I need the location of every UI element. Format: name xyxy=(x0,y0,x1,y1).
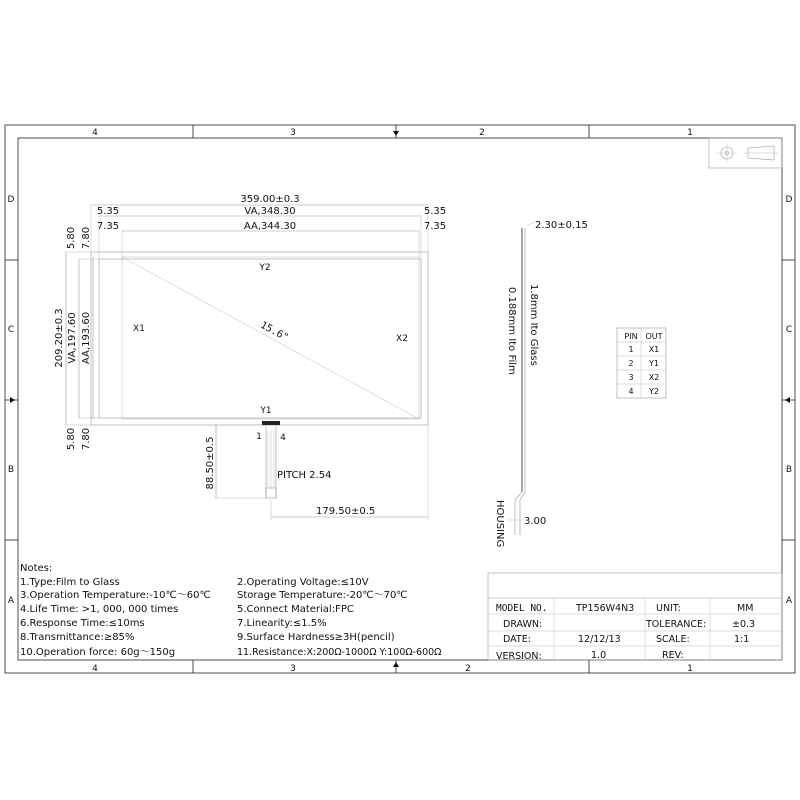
zone-top-3: 3 xyxy=(290,128,296,138)
rev-label: REV: xyxy=(662,650,684,661)
pin-row-3-pin: 3 xyxy=(628,373,634,382)
pin-table-text xyxy=(624,332,662,396)
note-10: 10.Operation force: 60g～150g xyxy=(20,647,176,658)
label-x2: X2 xyxy=(396,334,408,344)
note-3: 3.Operation Temperature:-10℃～60℃ xyxy=(20,590,211,601)
note-storage: Storage Temperature:-20℃～70℃ xyxy=(237,590,408,601)
right-margin-va-label: 5.35 xyxy=(423,206,447,217)
zone-bottom-3: 3 xyxy=(290,664,296,674)
bottom-margin-aa-label: 7.80 xyxy=(81,427,92,451)
housing-label: HOUSING xyxy=(494,500,505,548)
zone-top-4: 4 xyxy=(92,128,98,138)
top-margin-aa-label: 7.80 xyxy=(81,226,92,250)
label-x1: X1 xyxy=(133,324,145,334)
pitch-label: PITCH 2.54 xyxy=(277,470,332,481)
panel-labels xyxy=(133,263,408,443)
pin-row-4-out: Y2 xyxy=(649,387,659,396)
out-header: OUT xyxy=(645,332,663,341)
zone-bottom-2: 2 xyxy=(465,664,471,674)
thickness-label: 2.30±0.15 xyxy=(535,220,588,231)
projection-symbol-icon xyxy=(709,138,782,168)
aa-height-label: AA,193.60 xyxy=(81,311,92,365)
overall-height-label: 209.20±0.3 xyxy=(54,308,65,368)
va-height-label: VA,197.60 xyxy=(67,312,78,364)
label-y2: Y2 xyxy=(259,263,271,273)
note-5: 5.Connect Material:FPC xyxy=(237,604,354,615)
top-dimension-labels xyxy=(97,194,446,232)
tail-offset-label: 179.50±0.5 xyxy=(316,506,376,517)
bottom-margin-va-label: 5.80 xyxy=(66,427,77,451)
unit-label: UNIT: xyxy=(656,603,681,614)
left-margin-aa-label: 7.35 xyxy=(96,221,120,232)
pin-first-label: 1 xyxy=(256,432,262,442)
panel-outline xyxy=(91,252,428,498)
va-width-label: VA,348.30 xyxy=(244,206,296,217)
notes-title: Notes: xyxy=(20,563,53,574)
drawn-label: DRAWN: xyxy=(503,619,543,630)
pin-row-3-out: X2 xyxy=(648,373,660,382)
note-8: 8.Transmittance:≥85% xyxy=(20,632,135,643)
model-label: MODEL NO. xyxy=(496,603,548,614)
overall-width-label: 359.00±0.3 xyxy=(240,194,300,205)
glass-label: 1.8mm Ito Glass xyxy=(528,284,539,366)
version-label: VERSION: xyxy=(496,651,542,662)
title-block xyxy=(488,573,782,660)
notes xyxy=(20,563,441,658)
aa-width-label: AA,344.30 xyxy=(243,221,297,232)
fpc-connector xyxy=(262,421,280,425)
housing-dimension-label: 3.00 xyxy=(524,516,547,527)
scale-value: 1:1 xyxy=(734,634,750,645)
pin-row-1-pin: 1 xyxy=(628,345,634,354)
zone-top-1: 1 xyxy=(687,128,693,138)
tail-dimension-labels xyxy=(205,437,375,517)
zone-left-b: B xyxy=(7,465,15,475)
unit-value: MM xyxy=(737,603,754,614)
tolerance-value: ±0.3 xyxy=(732,619,756,630)
zone-bottom-1: 1 xyxy=(687,664,693,674)
side-view-labels xyxy=(494,220,588,547)
zone-right-a: A xyxy=(785,596,793,606)
diagonal-label: 15.6" xyxy=(258,319,291,344)
zone-left-a: A xyxy=(7,596,15,606)
version-value: 1.0 xyxy=(591,650,607,661)
note-2: 2.Operating Voltage:≤10V xyxy=(237,577,369,588)
pin-row-4-pin: 4 xyxy=(628,387,634,396)
zone-right-b: B xyxy=(785,465,793,475)
scale-label: SCALE: xyxy=(656,634,690,645)
left-margin-va-label: 5.35 xyxy=(96,206,120,217)
diagonal-line xyxy=(122,257,419,419)
tolerance-label: TOLERANCE: xyxy=(646,619,707,630)
top-margin-va-label: 5.80 xyxy=(66,226,77,250)
zone-bottom-4: 4 xyxy=(92,664,98,674)
note-11: 11.Resistance:X:200Ω-1000Ω Y:100Ω-600Ω xyxy=(237,647,442,658)
model-value: TP156W4N3 xyxy=(576,603,635,614)
pin-last-label: 4 xyxy=(280,433,286,443)
note-1: 1.Type:Film to Glass xyxy=(20,577,120,588)
pin-row-2-pin: 2 xyxy=(628,359,634,368)
zone-left-c: C xyxy=(7,325,15,335)
zone-right-c: C xyxy=(785,325,793,335)
pin-row-1-out: X1 xyxy=(648,345,660,354)
date-value: 12/12/13 xyxy=(578,634,621,645)
note-4: 4.Life Time: >1, 000, 000 times xyxy=(20,604,179,615)
side-view xyxy=(507,222,534,535)
note-6: 6.Response Time:≤10ms xyxy=(20,618,145,629)
label-y1: Y1 xyxy=(260,406,272,416)
pin-row-2-out: Y1 xyxy=(649,359,659,368)
date-label: DATE: xyxy=(503,634,531,645)
pin-header: PIN xyxy=(624,332,638,341)
note-9: 9.Surface Hardness≥3H(pencil) xyxy=(237,632,395,643)
zone-left-d: D xyxy=(7,195,15,205)
film-label: 0.188mm Ito Film xyxy=(506,287,517,375)
tail-length-label: 88.50±0.5 xyxy=(205,436,216,490)
right-margin-aa-label: 7.35 xyxy=(423,221,447,232)
zone-top-2: 2 xyxy=(479,128,485,138)
title-block-text xyxy=(496,603,755,662)
note-7: 7.Linearity:≤1.5% xyxy=(237,618,327,629)
left-dimension-labels xyxy=(54,227,92,450)
zone-right-d: D xyxy=(785,195,793,205)
